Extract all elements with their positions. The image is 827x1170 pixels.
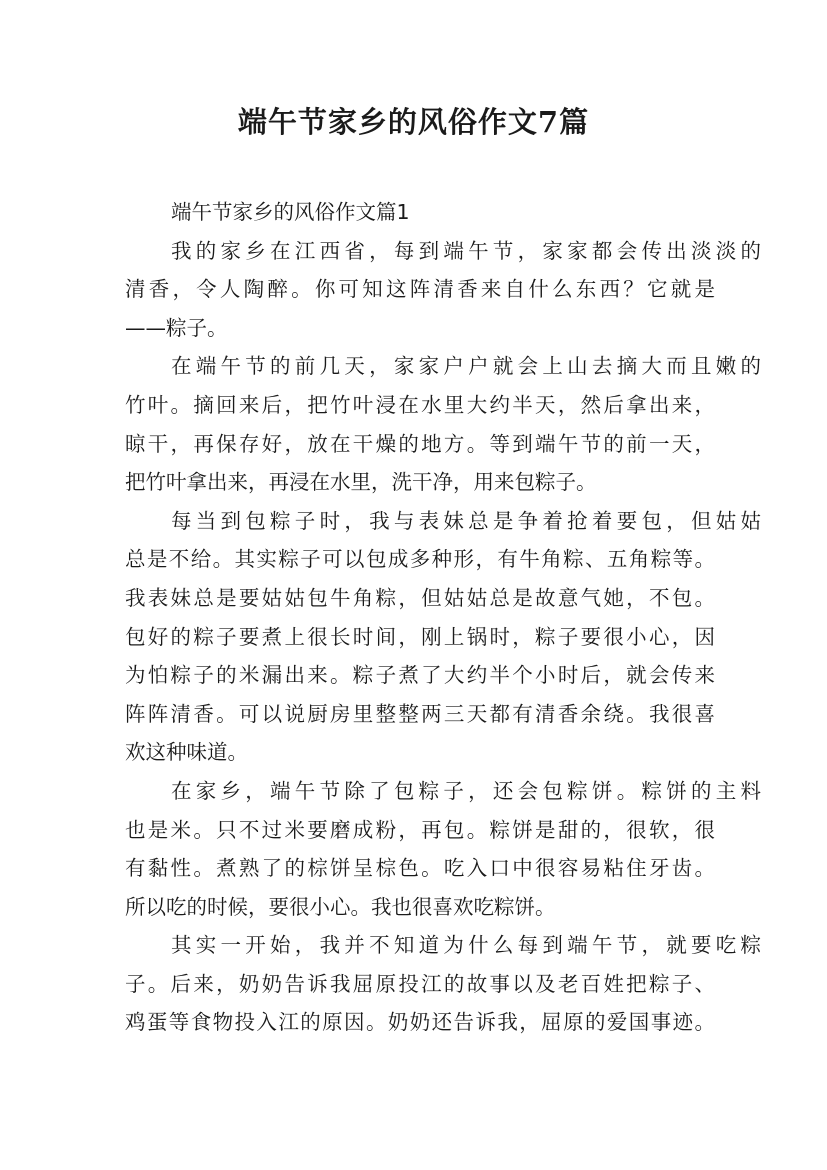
paragraph-line: 竹叶。摘回来后，把竹叶浸在水里大约半天，然后拿出来， [125, 392, 715, 417]
paragraph-line: ——粽子。 [125, 315, 228, 340]
paragraph-line: 把竹叶拿出来，再浸在水里，洗干净，用来包粽子。 [125, 470, 597, 495]
paragraph-line: 阵阵清香。可以说厨房里整整两三天都有清香余绕。我很喜 [125, 701, 715, 726]
paragraph-line: 其实一开始，我并不知道为什么每到端午节，就要吃粽 [171, 933, 761, 958]
paragraph-line: 我的家乡在江西省，每到端午节，家家都会传出淡淡的 [171, 238, 761, 263]
paragraph-line: 子。后来，奶奶告诉我屈原投江的故事以及老百姓把粽子、 [125, 971, 715, 996]
paragraph-line: 每当到包粽子时，我与表妹总是争着抢着要包，但姑姑 [171, 508, 761, 533]
paragraph-line: 鸡蛋等食物投入江的原因。奶奶还告诉我，屈原的爱国事迹。 [125, 1010, 715, 1035]
paragraph-line: 欢这种味道。 [125, 740, 248, 765]
paragraph-line: 在端午节的前几天，家家户户就会上山去摘大而且嫩的 [171, 354, 761, 379]
paragraph-line: 也是米。只不过米要磨成粉，再包。粽饼是甜的，很软，很 [125, 817, 715, 842]
paragraph-line: 有黏性。煮熟了的棕饼呈棕色。吃入口中很容易粘住牙齿。 [125, 856, 715, 881]
paragraph-line: 总是不给。其实粽子可以包成多种形，有牛角粽、五角粽等。 [125, 547, 715, 572]
paragraph-line: 晾干，再保存好，放在干燥的地方。等到端午节的前一天， [125, 431, 715, 456]
paragraph-line: 包好的粽子要煮上很长时间，刚上锅时，粽子要很小心，因 [125, 624, 715, 649]
paragraph-line: 清香，令人陶醉。你可知这阵清香来自什么东西？它就是 [125, 277, 715, 302]
paragraph-line: 在家乡，端午节除了包粽子，还会包粽饼。粽饼的主料 [171, 778, 761, 803]
section-heading: 端午节家乡的风俗作文篇1 [171, 200, 410, 224]
paragraph-line: 为怕粽子的米漏出来。粽子煮了大约半个小时后，就会传来 [125, 663, 715, 688]
paragraph-line: 我表妹总是要姑姑包牛角粽，但姑姑总是故意气她，不包。 [125, 585, 715, 610]
paragraph-line: 所以吃的时候，要很小心。我也很喜欢吃粽饼。 [125, 894, 556, 919]
document-body [125, 193, 761, 1042]
document-title: 端午节家乡的风俗作文7篇 [237, 105, 590, 139]
